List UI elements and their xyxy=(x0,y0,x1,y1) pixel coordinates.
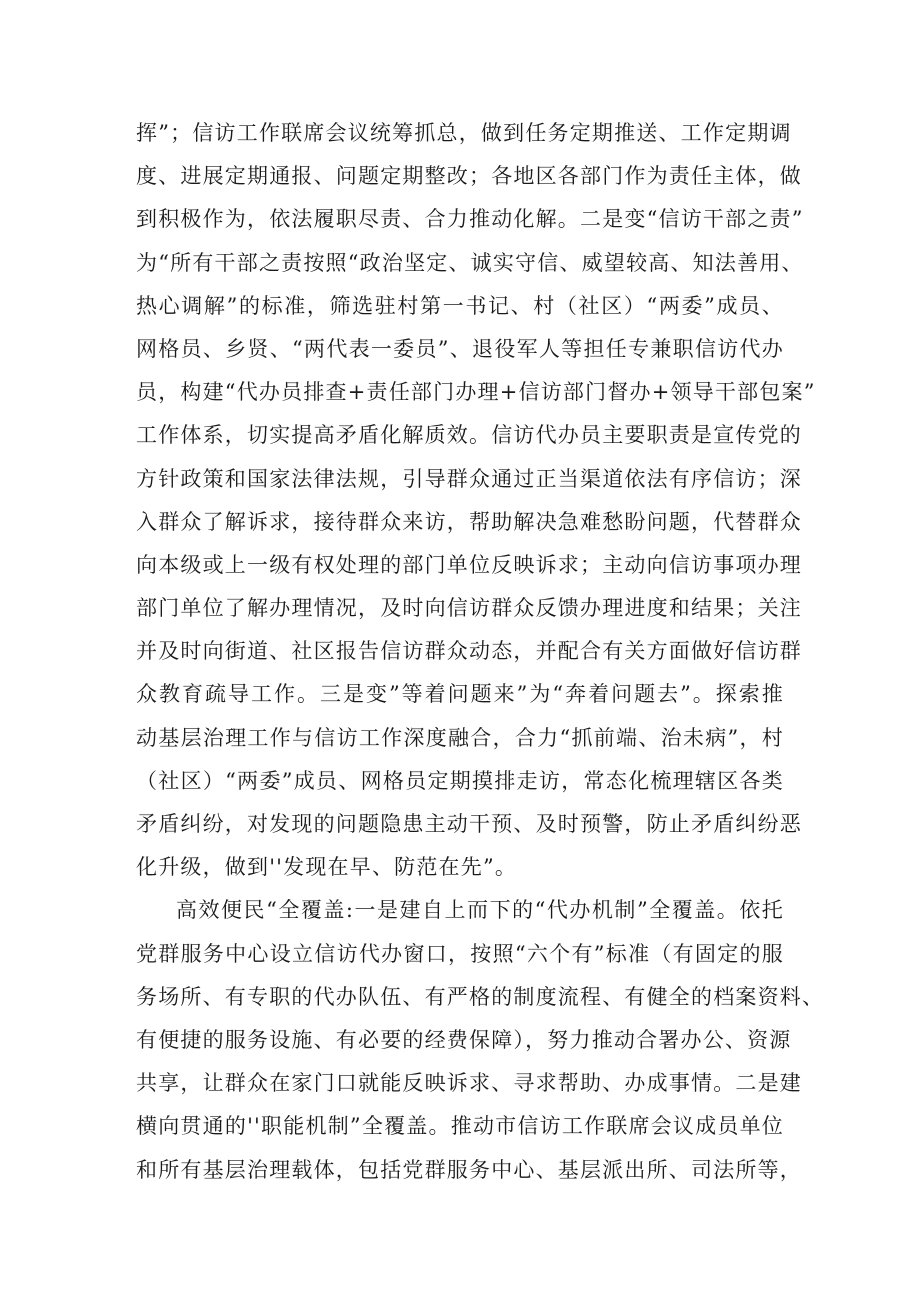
text-line: 有便捷的服务设施、有必要的经费保障），努力推动合署办公、资源 xyxy=(136,1027,792,1052)
text-line: 和所有基层治理载体，包括党群服务中心、基层派出所、司法所等， xyxy=(136,1157,802,1182)
text-line: 并及时向街道、社区报告信访群众动态，并配合有关方面做好信访群 xyxy=(136,639,802,664)
text-line: 到积极作为，依法履职尽责、合力推动化解。二是变“信访干部之责” xyxy=(136,207,804,232)
text-line: 热心调解”的标准，筛选驻村第一书记、村（社区）“两委”成员、 xyxy=(136,293,784,318)
paragraph-end-line: 化升级，做到''发现在早、防范在先”。 xyxy=(136,855,518,880)
paragraph-start-line: 高效便民“全覆盖:一是建自上而下的“代办机制”全覆盖。依托 xyxy=(176,898,784,923)
text-line: 网格员、乡贤、“两代表一委员”、退役军人等担任专兼职信访代办 xyxy=(136,336,784,361)
text-line: 众教育疏导工作。三是变”等着问题来”为“奔着问题去”。探索推 xyxy=(136,682,784,707)
text-line: 部门单位了解办理情况，及时向信访群众反馈办理进度和结果；关注 xyxy=(136,596,802,621)
text-line: 方针政策和国家法律法规，引导群众通过正当渠道依法有序信访；深 xyxy=(136,466,802,491)
text-line: 动基层治理工作与信访工作深度融合，合力“抓前端、治未病”，村 xyxy=(136,725,784,750)
text-line: 共享，让群众在家门口就能反映诉求、寻求帮助、办成事情。二是建 xyxy=(136,1071,802,1096)
text-line: 入群众了解诉求，接待群众来访，帮助解决急难愁盼问题，代替群众 xyxy=(136,509,802,534)
text-line: 员，构建“代办员排查+责任部门办理+信访部门督办+领导干部包案” xyxy=(136,380,816,405)
text-line: 工作体系，切实提高矛盾化解质效。信访代办员主要职责是宣传党的 xyxy=(136,423,802,448)
text-line: 向本级或上一级有权处理的部门单位反映诉求；主动向信访事项办理 xyxy=(136,552,802,577)
text-line: 挥”；信访工作联席会议统筹抓总，做到任务定期推送、工作定期调 xyxy=(136,121,792,145)
text-line: 度、进展定期通报、问题定期整改；各地区各部门作为责任主体，做 xyxy=(136,164,802,189)
text-line: 务场所、有专职的代办队伍、有严格的制度流程、有健全的档案资料、 xyxy=(136,984,825,1009)
document-body xyxy=(136,112,825,1192)
text-line: 为“所有干部之责按照“政治坚定、诚实守信、威望较高、知法善用、 xyxy=(136,250,804,275)
text-line: 党群服务中心设立信访代办窗口，按照“六个有”标准（有固定的服 xyxy=(136,941,784,966)
text-line: 矛盾纠纷，对发现的问题隐患主动干预、及时预警，防止矛盾纠纷恶 xyxy=(136,812,802,836)
text-line: （社区）“两委”成员、网格员定期摸排走访，常态化梳理辖区各类 xyxy=(136,768,784,793)
text-line: 横向贯通的''职能机制”全覆盖。推动市信访工作联席会议成员单位 xyxy=(136,1114,784,1139)
